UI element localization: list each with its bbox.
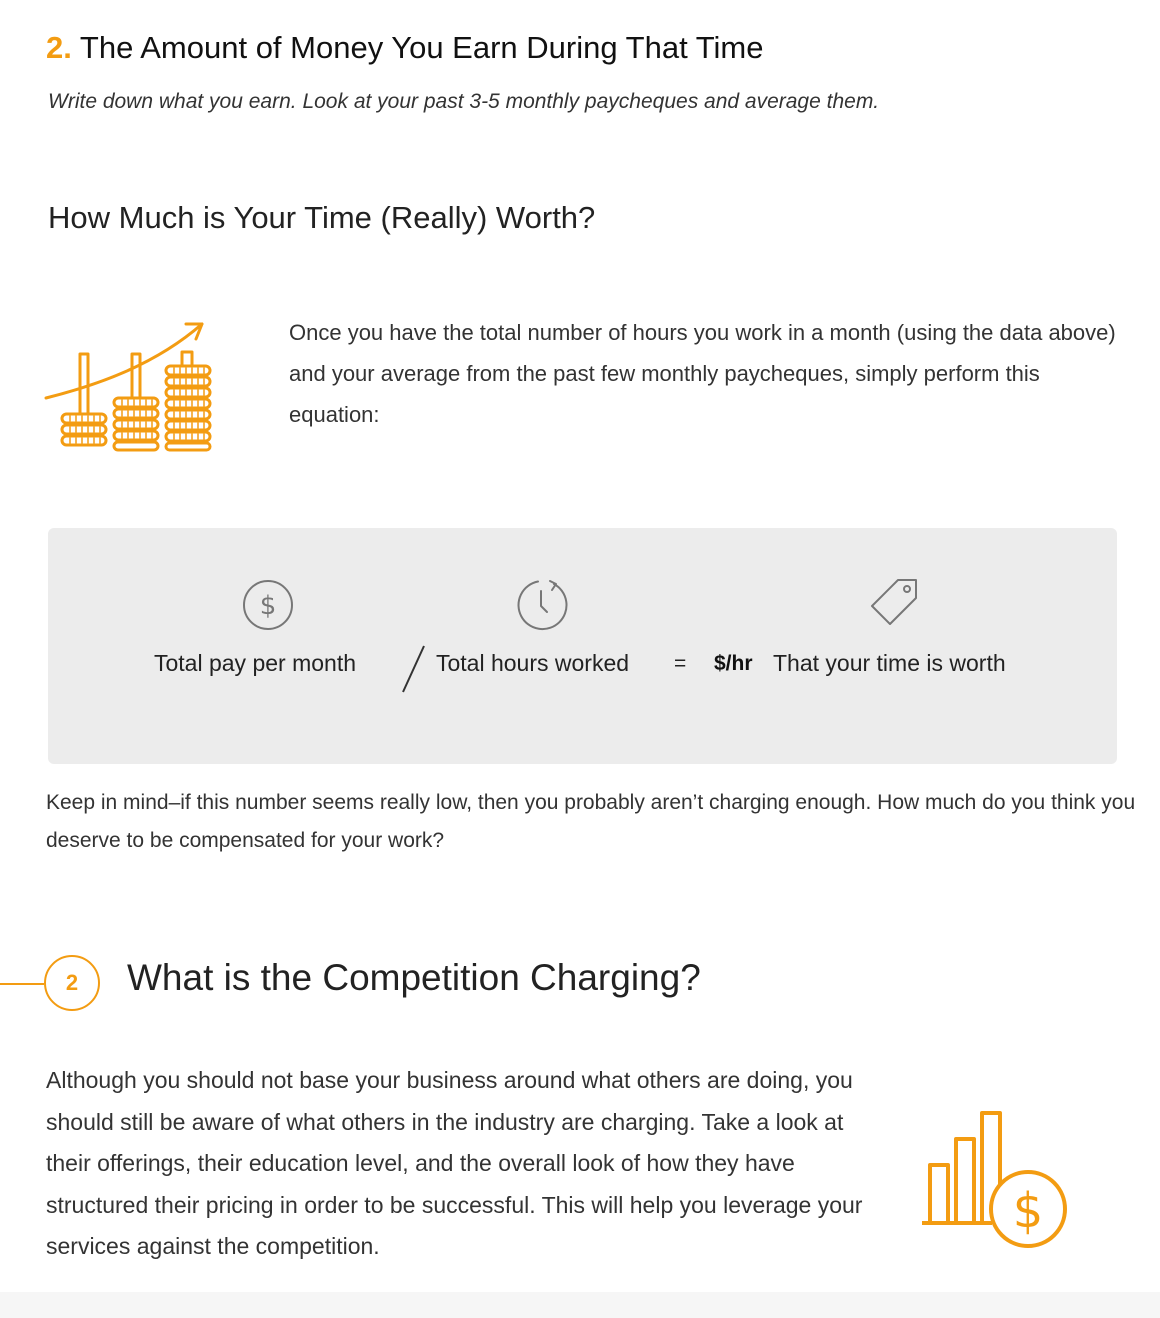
- bar-chart-dollar-icon: [920, 1105, 1075, 1255]
- step-number: 2.: [46, 30, 72, 65]
- coin-stacks-growth-icon: [44, 316, 220, 452]
- divide-slash-icon: [398, 642, 428, 696]
- total-pay-label: Total pay per month: [154, 650, 357, 676]
- step-heading: [46, 30, 763, 66]
- svg-text:$: $: [259, 591, 277, 621]
- section-number-badge: 2: [44, 955, 100, 1011]
- intro-paragraph: Once you have the total number of hours you work in a month (using the data above) and your average from the past few monthly paycheques, simply perform this equation:: [289, 320, 1116, 427]
- dollar-icon: [241, 578, 295, 632]
- result-label: That your time is worth: [773, 650, 1006, 676]
- rate-label: $/hr: [714, 652, 753, 675]
- section-connector-line: [0, 983, 44, 985]
- section-heading: How Much is Your Time (Really) Worth?: [48, 200, 596, 235]
- total-hours-label: Total hours worked: [436, 650, 630, 676]
- clock-icon: [514, 578, 568, 632]
- equals-sign: =: [674, 652, 687, 675]
- price-tag-icon: [862, 574, 922, 634]
- step-subtitle: Write down what you earn. Look at your past 3-5 monthly paycheques and average them.: [48, 90, 880, 113]
- formula-box: [48, 528, 1117, 764]
- competition-heading: What is the Competition Charging?: [127, 957, 701, 998]
- step-title: The Amount of Money You Earn During That Time: [79, 30, 764, 65]
- svg-text:$: $: [1012, 1183, 1044, 1239]
- note-paragraph: Keep in mind–if this number seems really low, then you probably aren’t charging enough. How much do you think you deserve to be compensated for your work?: [46, 791, 1136, 852]
- competition-paragraph: Although you should not base your business around what others are doing, you should still be aware of what others in the industry are charging. Take a look at their offerings, their education level, and the overall look of how they have structured their pricing in order to be successful. This will help you leverage your services against the competition.: [46, 1067, 863, 1259]
- footer-band: [0, 1292, 1160, 1318]
